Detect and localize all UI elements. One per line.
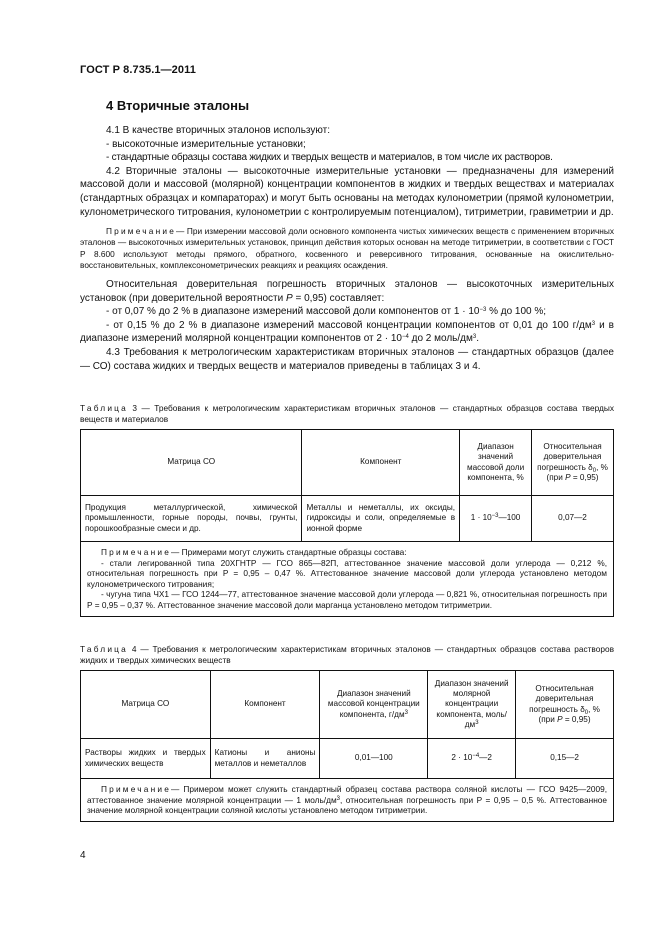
table-3-cell-error: 0,07—2 [532, 496, 614, 542]
note-1-text: — При измерении массовой доли основного компонента чистых химических веществ с применением вторичных эталонов — высокоточных измерительных установок, принцип действия которых основан на методе титриметрии, в соответствии с ГОСТ Р 8.600 используют методы прямого, обратного, косвенного и реверсивного титрования, основанные на окислительно-восстановительных, комплексонометрических реакциях и реакциях осаждения. [80, 226, 614, 270]
table-3-header-matrix: Матрица СО [81, 430, 302, 496]
table-3-header-range: Диапазон значений массовой доли компонента, % [460, 430, 532, 496]
table-3-header-row [81, 430, 614, 496]
table-4-cell-component: Катионы и анионы металлов и неметаллов [210, 739, 320, 779]
table-3-note: Примечание— Примерами могут служить стандартные образцы состава: - стали легированной типа 20ХГНТР — ГСО 865—82П, аттестованное значение массовой доли углерода — 0,212 %, относительная погрешность при P = 0,95 – 0,47 %. Аттестованное значение массовой доли углерода установлено методом кулонометрического титрования; - чугуна типа ЧХ1 — ГСО 1244—77, аттестованное значение массовой доли углерода — 0,821 %, относительная погрешность при P = 0,95 – 0,37 %. Аттестованное значение массовой доли марганца установлено методом титриметрии. [81, 542, 614, 617]
table-4-caption: Таблица 4 — Требования к метрологическим характеристикам вторичных эталонов — стандартных образцов состава растворов жидких и твердых химических веществ [80, 644, 614, 666]
table-3-caption: Таблица 3 — Требования к метрологическим характеристикам вторичных эталонов — стандартных образцов состава твердых веществ и материалов [80, 403, 614, 425]
list-item-reference-materials: - стандартные образцы состава жидких и твердых веществ и материалов, в том числе их растворов. [106, 152, 553, 164]
table-4-cell-error: 0,15—2 [516, 739, 614, 779]
section-title: 4 Вторичные эталоны [106, 98, 250, 113]
table-4-cell-molar: $2 \cdot 10^{-4}—2$ [428, 739, 516, 779]
list-item-installations: - высокоточные измерительные установки; [106, 138, 306, 150]
table-4-note: Примечание— Примером может служить стандартный образец состава раствора соляной кислоты — ГСО 9425—2009, аттестованное значение молярной концентрации — 1 моль/$дм^3$, относительная погрешность при P = 0,95 – 0,5 %. Аттестованное значение молярной концентрации соляной кислоты установлено методом титриметрии. [81, 779, 614, 822]
table-4-cell-mass: 0,01—100 [320, 739, 428, 779]
table-3-cell-component: Металлы и неметаллы, их оксиды, гидроксиды и соли, определяемые в ионной форме [302, 496, 460, 542]
paragraph-4-1: 4.1 В качестве вторичных эталонов используют: [106, 125, 331, 136]
table-row [81, 739, 614, 779]
table-3 [80, 429, 614, 617]
table-3-note-row [81, 542, 614, 617]
note-1 [80, 226, 614, 271]
note-1-label: Примечание [106, 226, 177, 237]
table-3-header-error: Относительная доверительная погрешность $\delta_0$, % (при P = 0,95) [532, 430, 614, 496]
table-4-header-matrix: Матрица СО [81, 671, 211, 739]
table-4-header-error: Относительная доверительная погрешность $\delta_0$, % (при P = 0,95) [516, 671, 614, 739]
accuracy-item-concentration: - от 0,15 % до 2 % в диапазоне измерений массовой концентрации компонентов от 0,01 до 100 $г/дм^3$ и в диапазоне измерений молярной концентрации компонентов от $2 \cdot 10^{-4}$ до 2 моль/$дм^3$. [80, 319, 614, 345]
paragraph-4-2: 4.2 Вторичные эталоны — высокоточные измерительные установки — предназначены для измерений массовой доли и массовой (молярной) концентрации компонентов в жидких и твердых веществах и материалах (стандартных образцах и компараторах) и могут быть основаны на методах кулонометрии (прямой кулонометрии, кулонометрического титрования, кулонометрии с контролируемым потенциалом), титриметрии, гравиметрии и др. [80, 165, 614, 218]
paragraph-4-3: 4.3 Требования к метрологическим характеристикам вторичных эталонов — стандартных образцов (далее — СО) состава жидких и твердых веществ и материалов приведены в таблицах 3 и 4. [80, 346, 614, 372]
table-4-header-mass-range: Диапазон значений массовой концентрации компонента, $г/дм^3$ [320, 671, 428, 739]
table-4-cell-matrix: Растворы жидких и твердых химических веществ [81, 739, 211, 779]
document-header: ГОСТ Р 8.735.1—2011 [80, 64, 196, 76]
accuracy-intro: Относительная доверительная погрешность вторичных эталонов — высокоточных измерительных установок (при доверительной вероятности P = 0,95) составляет: [80, 278, 614, 304]
table-3-cell-matrix: Продукция металлургической, химической промышленности, горные породы, почвы, грунты, порошкообразные смеси и др. [81, 496, 302, 542]
page-number: 4 [80, 850, 86, 861]
table-4-header-molar-range: Диапазон значений молярной концентрации компонента, моль/$дм^3$ [428, 671, 516, 739]
table-4-header-row [81, 671, 614, 739]
table-4 [80, 670, 614, 822]
table-4-note-row [81, 779, 614, 822]
table-3-header-component: Компонент [302, 430, 460, 496]
section-body [80, 124, 614, 373]
table-row [81, 496, 614, 542]
table-3-cell-range: $1 \cdot 10^{-3}—100$ [460, 496, 532, 542]
table-4-header-component: Компонент [210, 671, 320, 739]
accuracy-item-mass-fraction: - от 0,07 % до 2 % в диапазоне измерений массовой доли компонентов от $1 \cdot 10^{-3}$ % до 100 %; [106, 306, 547, 318]
